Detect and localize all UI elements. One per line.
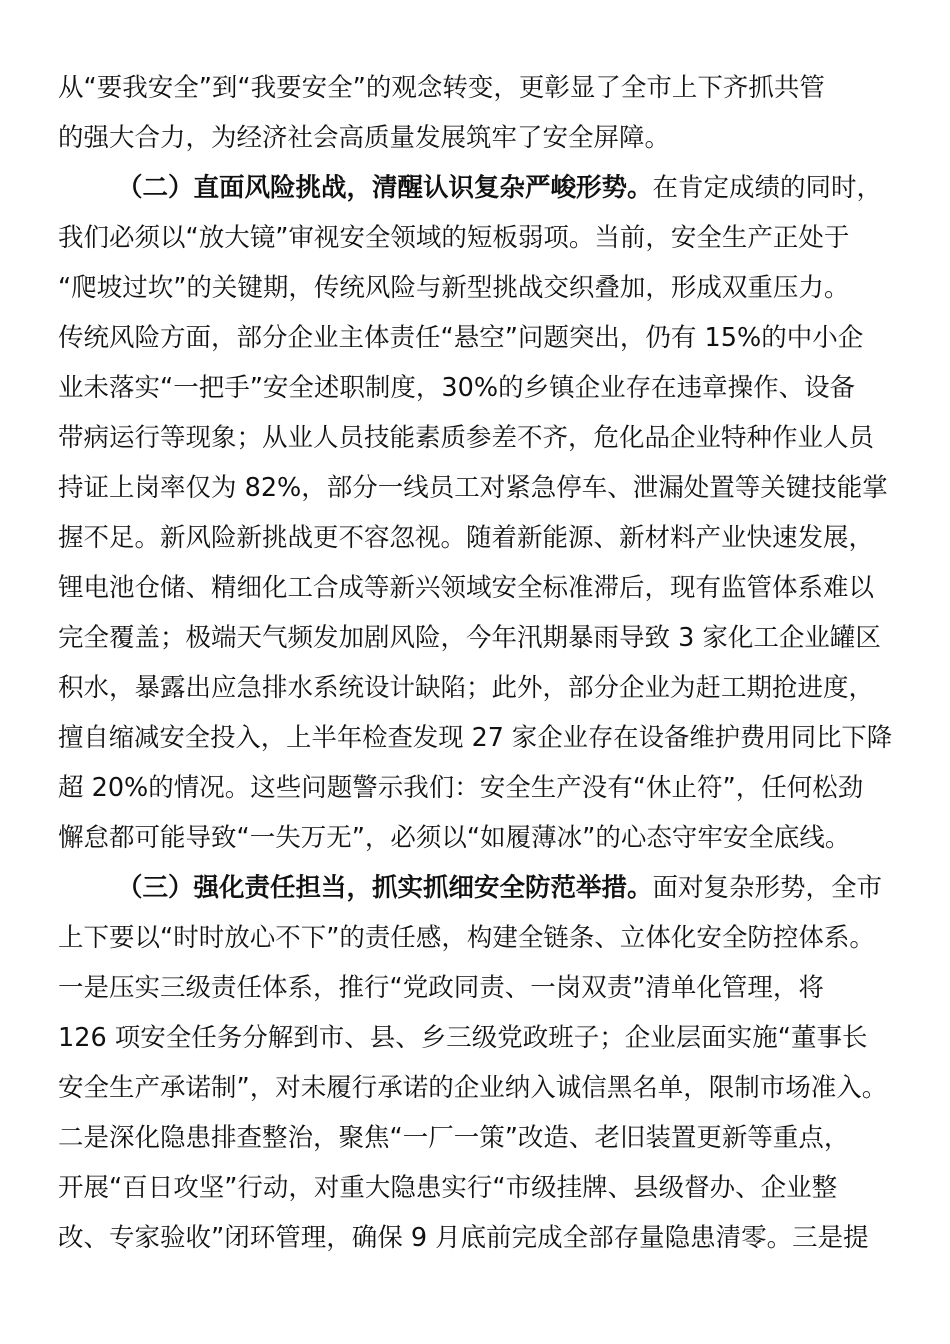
text-line: 持证上岗率仅为 82%，部分一线员工对紧急停车、泄漏处置等关键技能掌 [58, 473, 888, 503]
text-line: 改、专家验收”闭环管理，确保 9 月底前完成全部存量隐患清零。三是提 [58, 1223, 869, 1253]
text-line: 我们必须以“放大镜”审视安全领域的短板弱项。当前，安全生产正处于 [58, 223, 850, 253]
text-line: 从“要我安全”到“我要安全”的观念转变，更彰显了全市上下齐抓共管 [58, 73, 825, 103]
text-line: 锂电池仓储、精细化工合成等新兴领域安全标准滞后，现有监管体系难以 [58, 573, 875, 603]
text-line: 上下要以“时时放心不下”的责任感，构建全链条、立体化安全防控体系。 [58, 923, 875, 953]
text-line: 一是压实三级责任体系，推行“党政同责、一岗双责”清单化管理，将 [58, 973, 824, 1003]
text-line: 业未落实“一把手”安全述职制度，30%的乡镇企业存在违章操作、设备 [58, 373, 856, 403]
text-line: 带病运行等现象；从业人员技能素质参差不齐，危化品企业特种作业人员 [58, 423, 875, 453]
section-3-heading: （三）强化责任担当，抓实抓细安全防范举措。 [117, 873, 653, 903]
text-line: 超 20%的情况。这些问题警示我们：安全生产没有“休止符”，任何松劲 [58, 773, 864, 803]
text-line: 二是深化隐患排查整治，聚焦“一厂一策”改造、老旧装置更新等重点， [58, 1123, 850, 1153]
text-line: “爬坡过坎”的关键期，传统风险与新型挑战交织叠加，形成双重压力。 [58, 273, 850, 303]
section-2-line [117, 163, 882, 213]
text-line: 握不足。新风险新挑战更不容忽视。随着新能源、新材料产业快速发展， [58, 523, 875, 553]
text-line: 擅自缩减安全投入，上半年检查发现 27 家企业存在设备维护费用同比下降 [58, 723, 893, 753]
text-line: 传统风险方面，部分企业主体责任“悬空”问题突出，仍有 15%的中小企 [58, 323, 864, 353]
section-2-heading: （二）直面风险挑战，清醒认识复杂严峻形势。 [117, 173, 653, 203]
text-line: 完全覆盖；极端天气频发加剧风险，今年汛期暴雨导致 3 家化工企业罐区 [58, 623, 881, 653]
text-line: 积水，暴露出应急排水系统设计缺陷；此外，部分企业为赶工期抢进度， [58, 673, 875, 703]
section-3-lead-text: 面对复杂形势，全市 [652, 873, 883, 903]
text-line: 126 项安全任务分解到市、县、乡三级党政班子；企业层面实施“董事长 [58, 1023, 868, 1053]
text-line: 的强大合力，为经济社会高质量发展筑牢了安全屏障。 [58, 123, 671, 153]
section-2-lead-text: 在肯定成绩的同时， [652, 173, 883, 203]
section-3-line [117, 863, 882, 913]
text-line: 开展“百日攻坚”行动，对重大隐患实行“市级挂牌、县级督办、企业整 [58, 1173, 838, 1203]
text-line: 懈怠都可能导致“一失万无”，必须以“如履薄冰”的心态守牢安全底线。 [58, 823, 851, 853]
text-line: 安全生产承诺制”，对未履行承诺的企业纳入诚信黑名单，限制市场准入。 [58, 1073, 888, 1103]
